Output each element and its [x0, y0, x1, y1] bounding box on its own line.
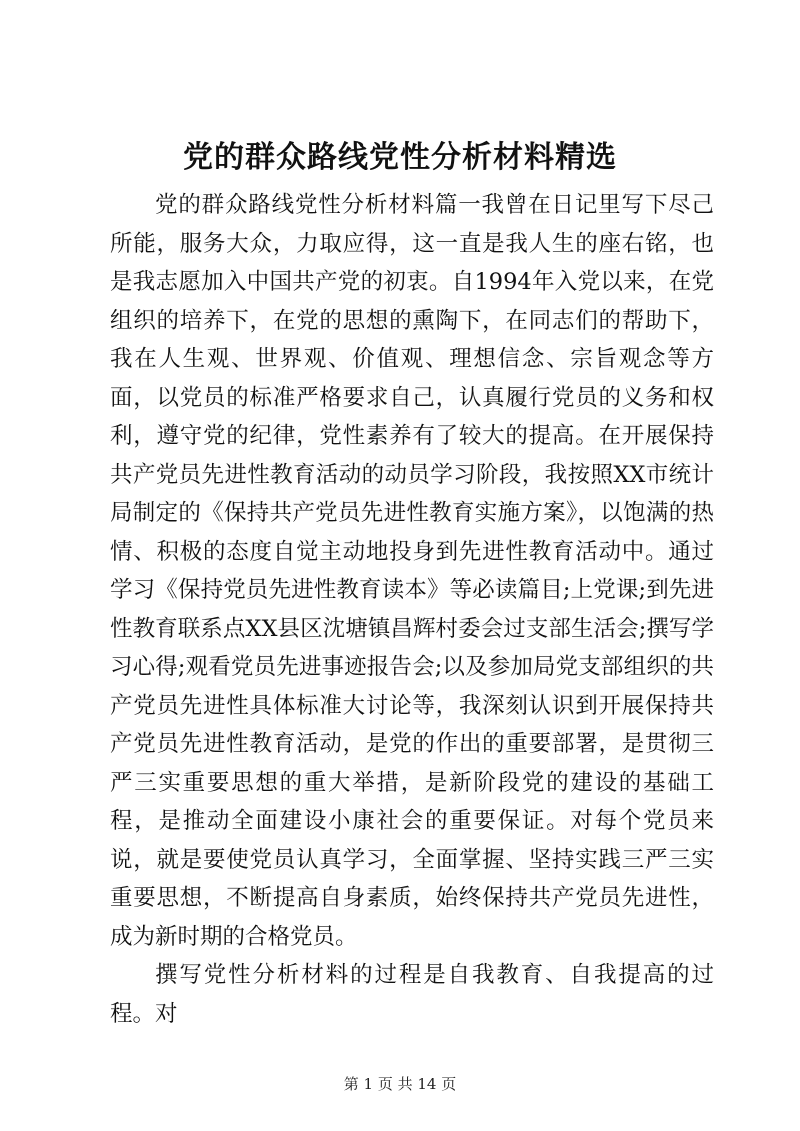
- body-paragraph: 撰写党性分析材料的过程是自我教育、自我提高的过程。对: [110, 962, 714, 1027]
- body-paragraph: 党的群众路线党性分析材料篇一我曾在日记里写下尽己所能，服务大众，力取应得，这一直是我人生的座右铭，也是我志愿加入中国共产党的初衷。自1994年入党以来，在党组织的培养下，在党的思想的熏陶下，在同志们的帮助下，我在人生观、世界观、价值观、理想信念、宗旨观念等方面，以党员的标准严格要求自己，认真履行党员的义务和权利，遵守党的纪律，党性素养有了较大的提高。在开展保持共产党员先进性教育活动的动员学习阶段，我按照XX市统计局制定的《保持共产党员先进性教育实施方案》，以饱满的热情、积极的态度自觉主动地投身到先进性教育活动中。通过学习《保持党员先进性教育读本》等必读篇目;上党课;到先进性教育联系点XX县区沈塘镇昌辉村委会过支部生活会;撰写学习心得;观看党员先进事迹报告会;以及参加局党支部组织的共产党员先进性具体标准大讨论等，我深刻认识到开展保持共产党员先进性教育活动，是党的作出的重要部署，是贯彻三严三实重要思想的重大举措，是新阶段党的建设的基础工程，是推动全面建设小康社会的重要保证。对每个党员来说，就是要使党员认真学习，全面掌握、坚持实践三严三实重要思想，不断提高自身素质，始终保持共产党员先进性，成为新时期的合格党员。: [110, 192, 714, 950]
- document-title: 党的群众路线党性分析材料精选: [183, 140, 617, 175]
- page-number-footer: 第 1 页 共 14 页: [343, 1075, 457, 1093]
- document-body: [110, 186, 714, 1033]
